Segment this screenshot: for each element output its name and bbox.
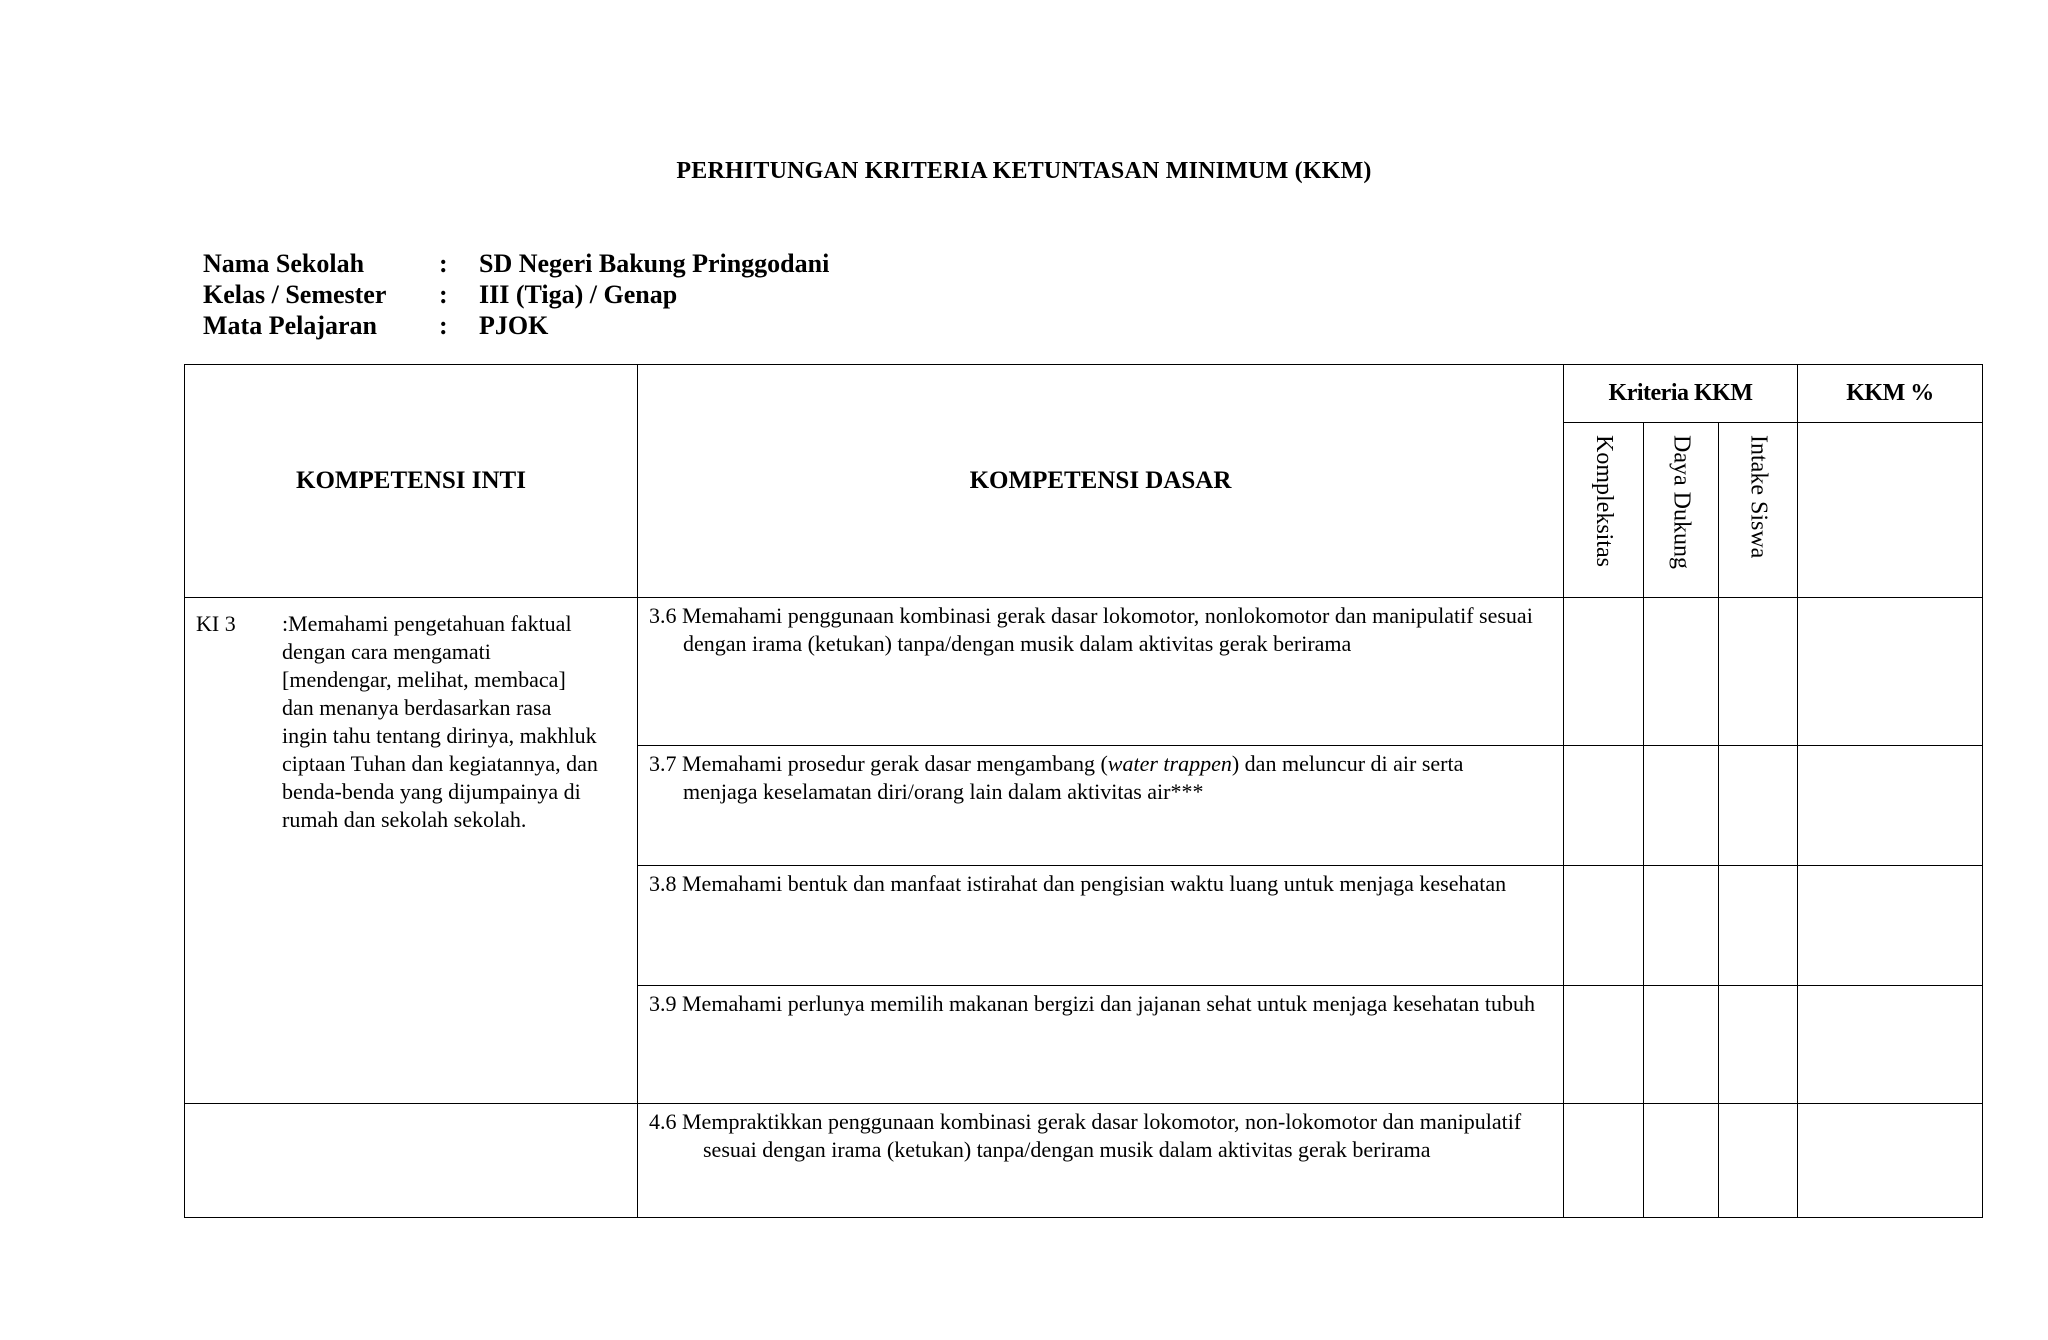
kd-3-7-kkm[interactable] [1798, 746, 1983, 866]
kd-3-9-kkm[interactable] [1798, 986, 1983, 1104]
kd-3-9-cell [638, 986, 1564, 1104]
kd-3-8-intake[interactable] [1719, 866, 1798, 986]
kd-3-8-daya-dukung[interactable] [1644, 866, 1719, 986]
kd-3-7-daya-dukung[interactable] [1644, 746, 1719, 866]
kd-3-6-kompleksitas[interactable] [1564, 598, 1644, 746]
kd-3-7-text-end: ) dan meluncur di air serta menjaga keselamatan diri/orang lain dalam aktivitas air*** [683, 751, 1464, 804]
kd-3-7-cell [638, 746, 1564, 866]
kd-3-8-cell [638, 866, 1564, 986]
ki4-empty-cell [185, 1104, 638, 1218]
school-name-value: SD Negeri Bakung Pringgodani [479, 249, 830, 278]
kd-3-8-kompleksitas[interactable] [1564, 866, 1644, 986]
kd-3-6-daya-dukung[interactable] [1644, 598, 1719, 746]
header-kompetensi-dasar: KOMPETENSI DASAR [638, 365, 1564, 598]
header-daya-dukung: Daya Dukung [1668, 435, 1695, 569]
ki3-cell [185, 598, 638, 1104]
header-intake-siswa-cell [1719, 423, 1798, 598]
header-row-top [185, 365, 1983, 423]
subject-label: Mata Pelajaran [203, 311, 378, 340]
header-kompleksitas-cell [1564, 423, 1644, 598]
kd-3-7-intake[interactable] [1719, 746, 1798, 866]
kd-3-6-intake[interactable] [1719, 598, 1798, 746]
table-row [185, 598, 1983, 746]
kd-3-7-text-start: 3.7 Memahami prosedur gerak dasar mengambang ( [649, 751, 1108, 776]
header-kkm-percent: KKM % [1798, 365, 1983, 423]
school-name-colon: : [439, 249, 448, 278]
header-kriteria-kkm: Kriteria KKM [1564, 365, 1798, 423]
subject-row [203, 310, 829, 341]
class-semester-colon: : [439, 280, 448, 309]
class-semester-row [203, 279, 829, 310]
kd-3-6-text: 3.6 Memahami penggunaan kombinasi gerak dasar lokomotor, nonlokomotor dan manipulatif sesuai dengan irama (ketukan) tanpa/dengan musik dalam aktivitas gerak berirama [649, 603, 1533, 656]
school-name-label: Nama Sekolah [203, 249, 365, 278]
school-name-row [203, 248, 829, 279]
kd-4-6-intake[interactable] [1719, 1104, 1798, 1218]
document-title: PERHITUNGAN KRITERIA KETUNTASAN MINIMUM (KKM) [676, 158, 1372, 184]
header-intake-siswa: Intake Siswa [1745, 435, 1772, 559]
kd-4-6-kompleksitas[interactable] [1564, 1104, 1644, 1218]
kd-3-9-kompleksitas[interactable] [1564, 986, 1644, 1104]
header-kompetensi-inti: KOMPETENSI INTI [185, 365, 638, 598]
table-row [185, 1104, 1983, 1218]
subject-colon: : [439, 311, 448, 340]
class-semester-value: III (Tiga) / Genap [479, 280, 678, 309]
kkm-table [184, 364, 1983, 1218]
header-kkm-empty [1798, 423, 1983, 598]
header-kompleksitas: Kompleksitas [1591, 435, 1617, 567]
kd-3-8-text: 3.8 Memahami bentuk dan manfaat istirahat dan pengisian waktu luang untuk menjaga kesehatan [649, 871, 1507, 896]
kd-4-6-cell [638, 1104, 1564, 1218]
ki3-text: :Memahami pengetahuan faktual dengan cara mengamati [mendengar, melihat, membaca] dan menanya berdasarkan rasa ingin tahu tentang dirinya, makhluk ciptaan Tuhan dan kegiatannya, dan benda-benda yang dijumpainya di rumah dan sekolah sekolah. [282, 611, 598, 832]
kd-3-9-intake[interactable] [1719, 986, 1798, 1104]
ki3-code: KI 3 [196, 611, 236, 636]
class-semester-label: Kelas / Semester [203, 280, 387, 309]
kd-4-6-kkm[interactable] [1798, 1104, 1983, 1218]
kd-3-7-kompleksitas[interactable] [1564, 746, 1644, 866]
kd-3-7-text-italic: water trappen [1107, 751, 1232, 776]
subject-value: PJOK [479, 311, 549, 340]
kd-3-9-daya-dukung[interactable] [1644, 986, 1719, 1104]
header-daya-dukung-cell [1644, 423, 1719, 598]
kd-3-6-kkm[interactable] [1798, 598, 1983, 746]
kd-3-9-text: 3.9 Memahami perlunya memilih makanan bergizi dan jajanan sehat untuk menjaga kesehatan tubuh [649, 991, 1536, 1016]
kd-4-6-text: 4.6 Mempraktikkan penggunaan kombinasi gerak dasar lokomotor, non-lokomotor dan manipulatif sesuai dengan irama (ketukan) tanpa/dengan musik dalam aktivitas gerak berirama [649, 1109, 1522, 1162]
kd-3-8-kkm[interactable] [1798, 866, 1983, 986]
kd-3-7-text [649, 750, 1543, 806]
school-info [203, 248, 829, 341]
kd-4-6-daya-dukung[interactable] [1644, 1104, 1719, 1218]
kd-3-6-cell [638, 598, 1564, 746]
